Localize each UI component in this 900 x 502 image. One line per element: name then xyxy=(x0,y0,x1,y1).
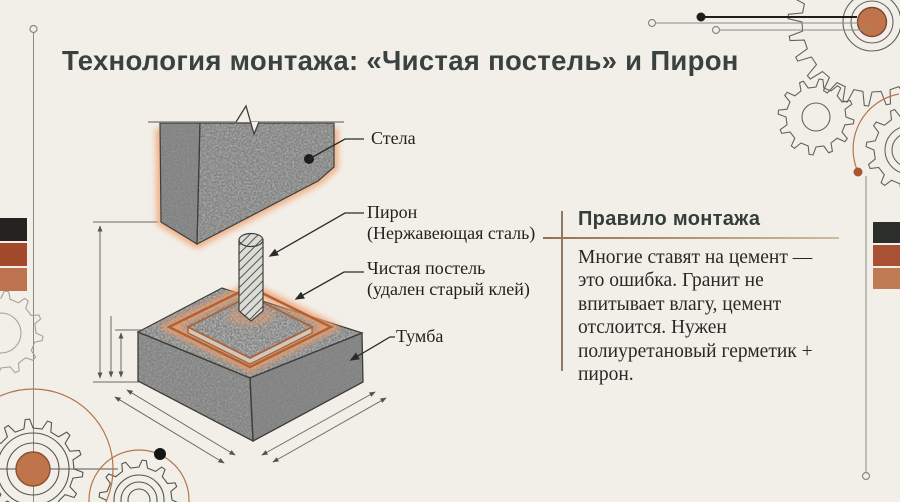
page-title: Технология монтажа: «Чистая постель» и Пирон xyxy=(62,45,739,76)
stela-block xyxy=(148,106,344,244)
color-swatch xyxy=(0,268,27,291)
color-swatch xyxy=(0,243,27,266)
panel-heading: Правило монтажа xyxy=(578,208,761,230)
left-color-swatches xyxy=(0,218,27,293)
right-color-swatches xyxy=(873,222,900,291)
label-tumba: Тумба xyxy=(396,326,444,346)
label-piron: Пирон (Нержавеющая сталь) xyxy=(367,202,536,243)
color-swatch xyxy=(873,268,900,289)
panel-vertical-rule xyxy=(561,211,563,371)
panel-horizontal-rule xyxy=(543,237,839,239)
piron-pin xyxy=(227,234,275,326)
color-swatch xyxy=(873,245,900,266)
color-swatch xyxy=(873,222,900,243)
label-clean-bed: Чистая постель (удален старый клей) xyxy=(367,258,530,299)
color-swatch xyxy=(0,218,27,241)
panel-body-text: Многие ставят на цемент — это ошибка. Гранит не впитывает влагу, цемент отслоится. Нужен полиуретановый герметик + пирон. xyxy=(578,247,813,385)
label-stela: Стела xyxy=(371,128,416,148)
